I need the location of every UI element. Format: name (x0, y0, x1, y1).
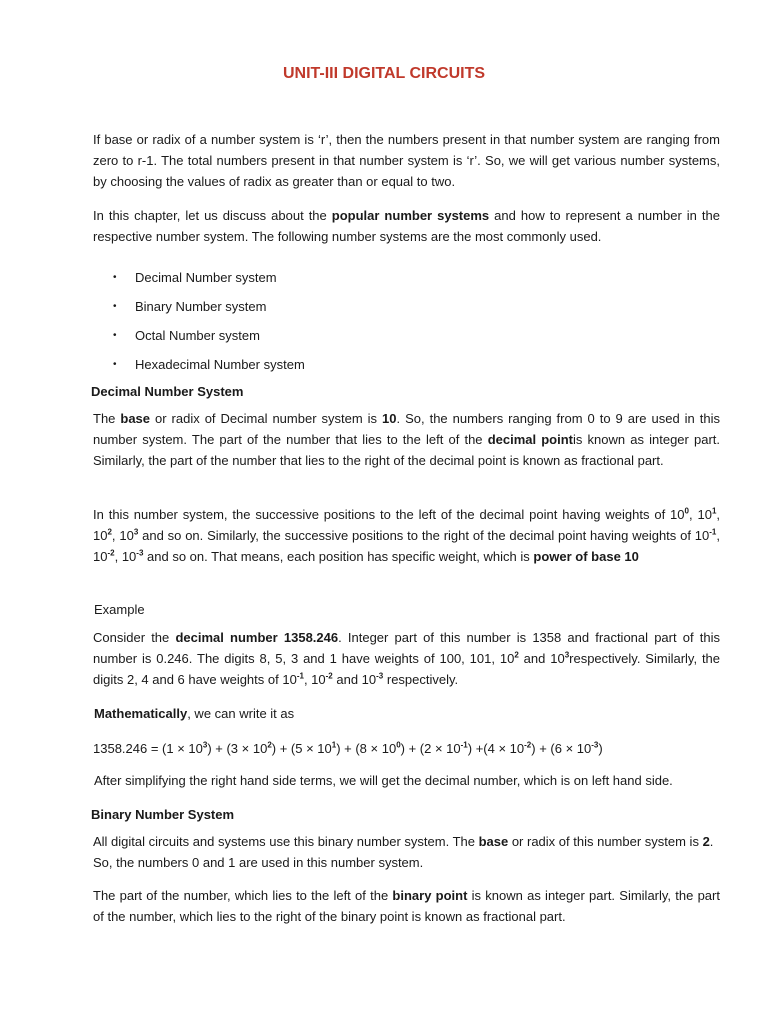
bold-text: power of base 10 (533, 549, 639, 564)
text-run: , 10 (93, 507, 721, 543)
text-run: , 10 (111, 528, 134, 543)
text-run: and 10 (332, 672, 377, 687)
superscript: -2 (107, 548, 115, 558)
superscript: 2 (267, 740, 272, 750)
binary-paragraph-1 (93, 831, 720, 873)
superscript: -1 (709, 527, 717, 537)
decimal-paragraph-2 (93, 504, 720, 567)
text-run: and so on. That means, each position has specific weight, which is (143, 549, 534, 564)
superscript: 3 (202, 740, 208, 750)
bold-text: decimal number 1358.246 (175, 630, 339, 645)
text-run: and so on. Similarly, the successive positions to the right of the decimal point having weights of 10 (138, 528, 710, 543)
simplifying-line: After simplifying the right hand side terms, we will get the decimal number, which is on left hand side. (94, 773, 673, 788)
text-run: ) + (5 × 10 (271, 741, 332, 756)
superscript: 0 (684, 506, 689, 516)
text-run: is known as integer part. Similarly, the part of the number that lies to the right of the decimal point is known as fractional part. (93, 432, 721, 468)
mathematically-line (94, 706, 294, 721)
example-heading: Example (94, 602, 145, 617)
text-run: respectively. Similarly, the digits 2, 4 and 6 have weights of 10 (93, 651, 721, 687)
list-item: • Hexadecimal Number system (110, 355, 305, 384)
superscript: 3 (133, 527, 139, 537)
text-run: , 10 (114, 549, 137, 564)
decimal-paragraph-1 (93, 408, 720, 471)
binary-heading: Binary Number System (91, 807, 235, 822)
list-item: • Binary Number system (110, 297, 305, 326)
text-run: All digital circuits and systems use this binary number system. The (93, 834, 479, 849)
list-item: • Decimal Number system (110, 268, 305, 297)
text-run: respectively. (383, 672, 459, 687)
superscript: -1 (460, 740, 468, 750)
text-run: In this number system, the successive positions to the left of the decimal point having weights of 10 (93, 507, 685, 522)
number-systems-list (110, 268, 305, 384)
text-run: ) + (6 × 10 (531, 741, 592, 756)
text-run: , 10 (688, 507, 712, 522)
text-run: and 10 (518, 651, 565, 666)
binary-paragraph-2 (93, 885, 720, 927)
page-title: UNIT-III DIGITAL CIRCUITS (282, 65, 486, 82)
text-run: 1358.246 = (1 × 10 (93, 741, 203, 756)
superscript: -3 (591, 740, 599, 750)
bold-text: Mathematically (94, 706, 188, 721)
text-run: Consider the (93, 630, 176, 645)
superscript: 1 (711, 506, 717, 516)
text-run: and how to represent a number in the respective number system. The following number systems are the most commonly used. (93, 208, 720, 244)
superscript: -3 (136, 548, 144, 558)
equation-line (93, 738, 720, 759)
bold-text: popular number systems (331, 208, 490, 223)
list-item: • Octal Number system (110, 326, 305, 355)
text-run: or radix of this number system is (508, 834, 703, 849)
superscript: 2 (107, 527, 112, 537)
text-run: , we can write it as (187, 706, 295, 721)
intro-paragraph-1 (93, 129, 720, 192)
text-run: . Integer part of this number is 1358 and fractional part of this number is 0.246. The digits 8, 5, 3 and 1 have weights of 100, 101, 10 (93, 630, 721, 666)
text-run: ) + (3 × 10 (207, 741, 268, 756)
bold-text: base (478, 834, 509, 849)
bold-text: binary point (392, 888, 468, 903)
intro-paragraph-2 (93, 205, 720, 247)
superscript: -2 (325, 671, 333, 681)
superscript: -2 (524, 740, 532, 750)
text-run: . So, the numbers 0 and 1 are used in this number system. (93, 834, 714, 870)
bold-text: 2 (702, 834, 710, 849)
superscript: 1 (331, 740, 337, 750)
example-paragraph (93, 627, 720, 690)
intro-text: If base or radix of a number system is ‘r’, then the numbers present in that number system are ranging from zero to r-1. The total numbers present in that number system is ‘r’. So, we will get various number systems, by choosing the values of radix as greater than or equal to two. (93, 132, 720, 189)
text-run: , 10 (303, 672, 326, 687)
text-run: . So, the numbers ranging from 0 to 9 are used in this number system. The part of the number that lies to the left of the (93, 411, 720, 447)
superscript: 3 (564, 650, 570, 660)
bold-text: decimal point (487, 432, 574, 447)
bold-text: base (120, 411, 151, 426)
text-run: ) (598, 741, 603, 756)
superscript: -3 (376, 671, 384, 681)
text-run: , 10 (93, 528, 720, 564)
text-run: ) + (8 × 10 (336, 741, 397, 756)
superscript: 2 (514, 650, 519, 660)
superscript: -1 (296, 671, 304, 681)
decimal-heading: Decimal Number System (91, 384, 244, 399)
superscript: 0 (396, 740, 401, 750)
text-run: In this chapter, let us discuss about the (93, 208, 332, 223)
bold-text: 10 (382, 411, 397, 426)
text-run: The part of the number, which lies to the left of the (93, 888, 393, 903)
text-run: The (93, 411, 121, 426)
text-run: ) +(4 × 10 (467, 741, 525, 756)
text-run: is known as integer part. Similarly, the part of the number, which lies to the right of the binary point is known as fractional part. (93, 888, 720, 924)
text-run: or radix of Decimal number system is (150, 411, 383, 426)
text-run: ) + (2 × 10 (400, 741, 461, 756)
